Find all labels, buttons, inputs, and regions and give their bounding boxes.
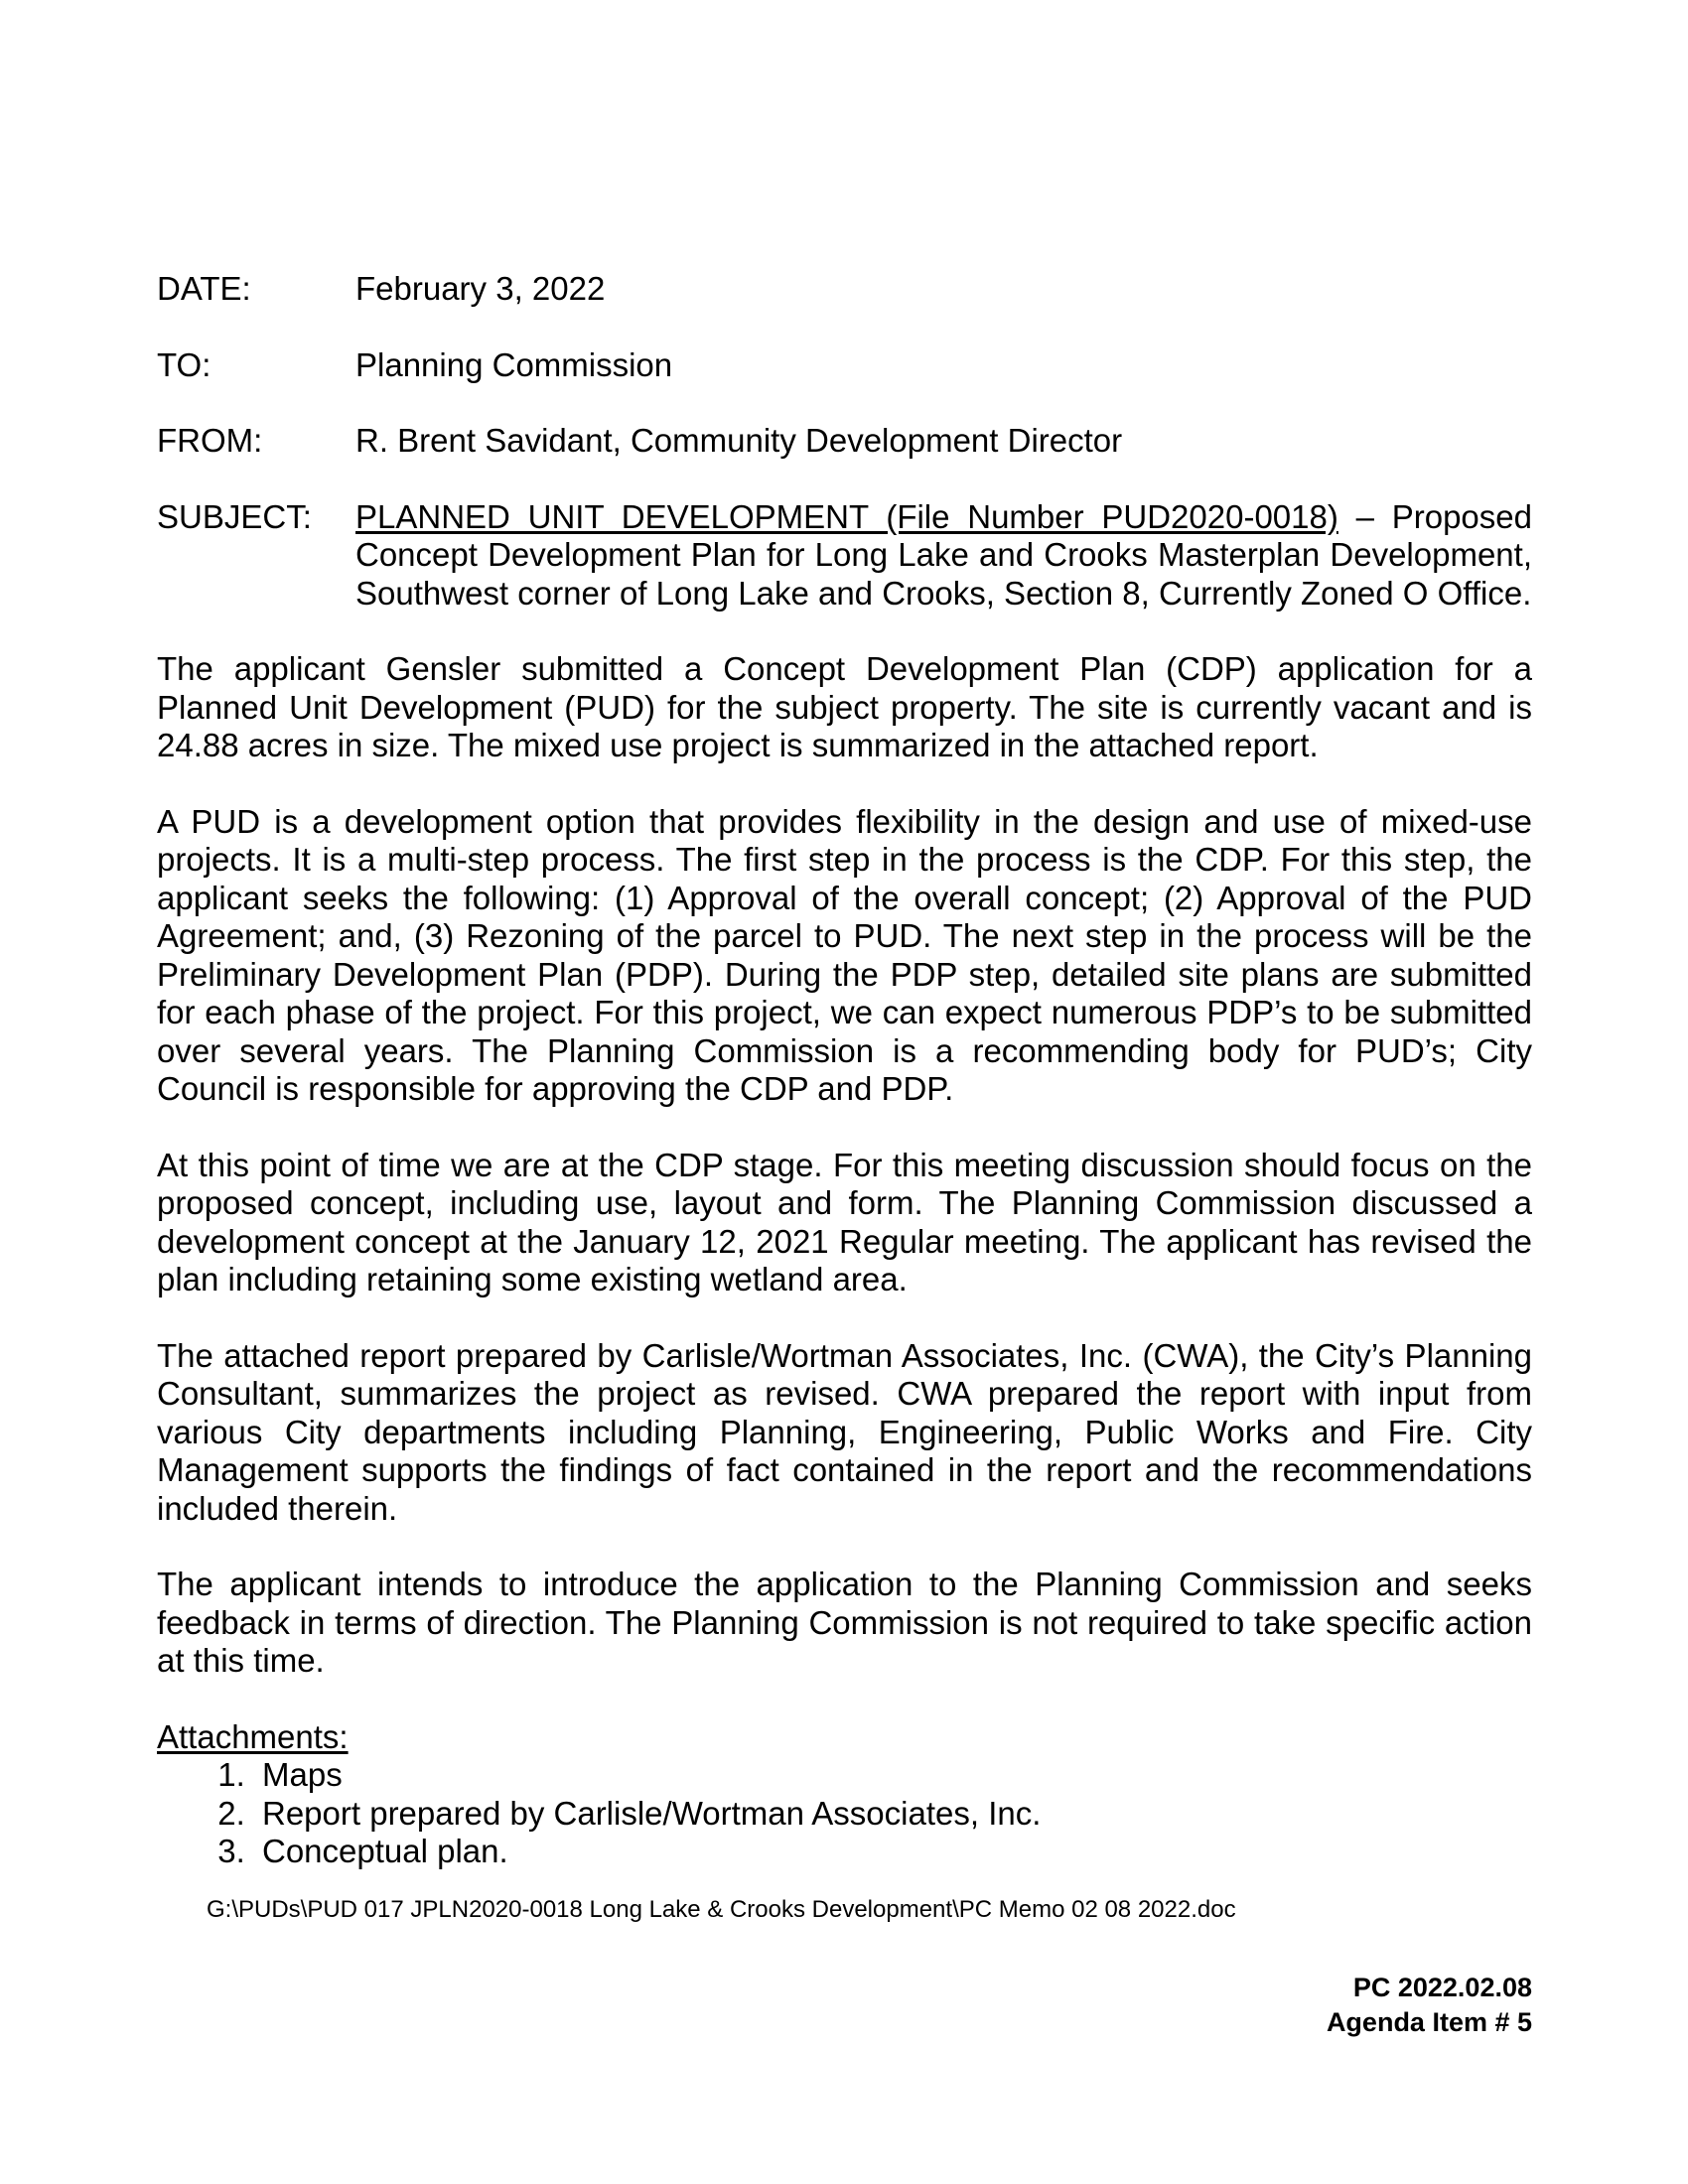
from-row: [157, 422, 1532, 461]
paragraph-pud-process: A PUD is a development option that provides flexibility in the design and use of mixed-use projects. It is a multi-step process. The first step in the process is the CDP. For this step, the applicant seeks the following: (1) Approval of the overall concept; (2) Approval of the PUD Agreement; and, (3) Rezoning of the parcel to PUD. The next step in the process will be the Preliminary Development Plan (PDP). During the PDP step, detailed site plans are submitted for each phase of the project. For this project, we can expect numerous PDP’s to be submitted over several years. The Planning Commission is a recommending body for PUD’s; City Council is responsible for approving the CDP and PDP.: [157, 802, 1532, 1107]
to-row: [157, 346, 1532, 385]
subject-file-reference: PLANNED UNIT DEVELOPMENT (File Number PUD2020-0018): [355, 497, 1338, 535]
paragraph-applicant-intent: The applicant intends to introduce the application to the Planning Commission and seeks feedback in terms of direction. The Planning Commission is not required to take specific action at this time.: [157, 1566, 1532, 1679]
paragraph-application: The applicant Gensler submitted a Concept Development Plan (CDP) application for a Planned Unit Development (PUD) for the subject property. The site is currently vacant and is 24.88 acres in size. The mixed use project is summarized in the attached report.: [157, 650, 1532, 763]
date-value: February 3, 2022: [355, 270, 606, 307]
date-label: DATE:: [157, 270, 251, 307]
subject-label: SUBJECT:: [157, 497, 312, 535]
agenda-item: Agenda Item # 5: [1326, 2007, 1532, 2037]
attachments-heading: Attachments:: [157, 1717, 349, 1755]
file-path: G:\PUDs\PUD 017 JPLN2020-0018 Long Lake & Crooks Development\PC Memo 02 08 2022.doc: [207, 1896, 1236, 1923]
paragraph-cdp-stage: At this point of time we are at the CDP stage. For this meeting discussion should focus on the proposed concept, including use, layout and form. The Planning Commission discussed a development concept at the January 12, 2021 Regular meeting. The applicant has revised the plan including retaining some existing wetland area.: [157, 1146, 1532, 1297]
meeting-code: PC 2022.02.08: [1352, 1973, 1532, 2002]
agenda-block: [1327, 1971, 1532, 2040]
attachments-list: [157, 1756, 1532, 1871]
from-value: R. Brent Savidant, Community Development Director: [355, 422, 1123, 459]
attachment-item: 1. Maps: [254, 1756, 1532, 1795]
from-label: FROM:: [157, 422, 263, 459]
attachment-item: 2. Report prepared by Carlisle/Wortman Associates, Inc.: [254, 1795, 1532, 1834]
to-value: Planning Commission: [355, 345, 673, 383]
to-label: TO:: [157, 345, 211, 383]
date-row: [157, 270, 1532, 309]
subject-value: [355, 498, 1532, 614]
subject-row: [157, 498, 1532, 614]
paragraph-cwa-report: The attached report prepared by Carlisle/Wortman Associates, Inc. (CWA), the City’s Planning Consultant, summarizes the project as revised. CWA prepared the report with input from various City departments including Planning, Engineering, Public Works and Fire. City Management supports the findings of fact contained in the report and the recommendations included therein.: [157, 1336, 1532, 1527]
attachment-item: 3. Conceptual plan.: [254, 1833, 1532, 1871]
memo-page: [157, 270, 1532, 1871]
subject-description: – Proposed Concept Development Plan for Long Lake and Crooks Masterplan Development, Southwest corner of Long Lake and Crooks, Section 8, Currently Zoned O Office.: [355, 497, 1532, 612]
